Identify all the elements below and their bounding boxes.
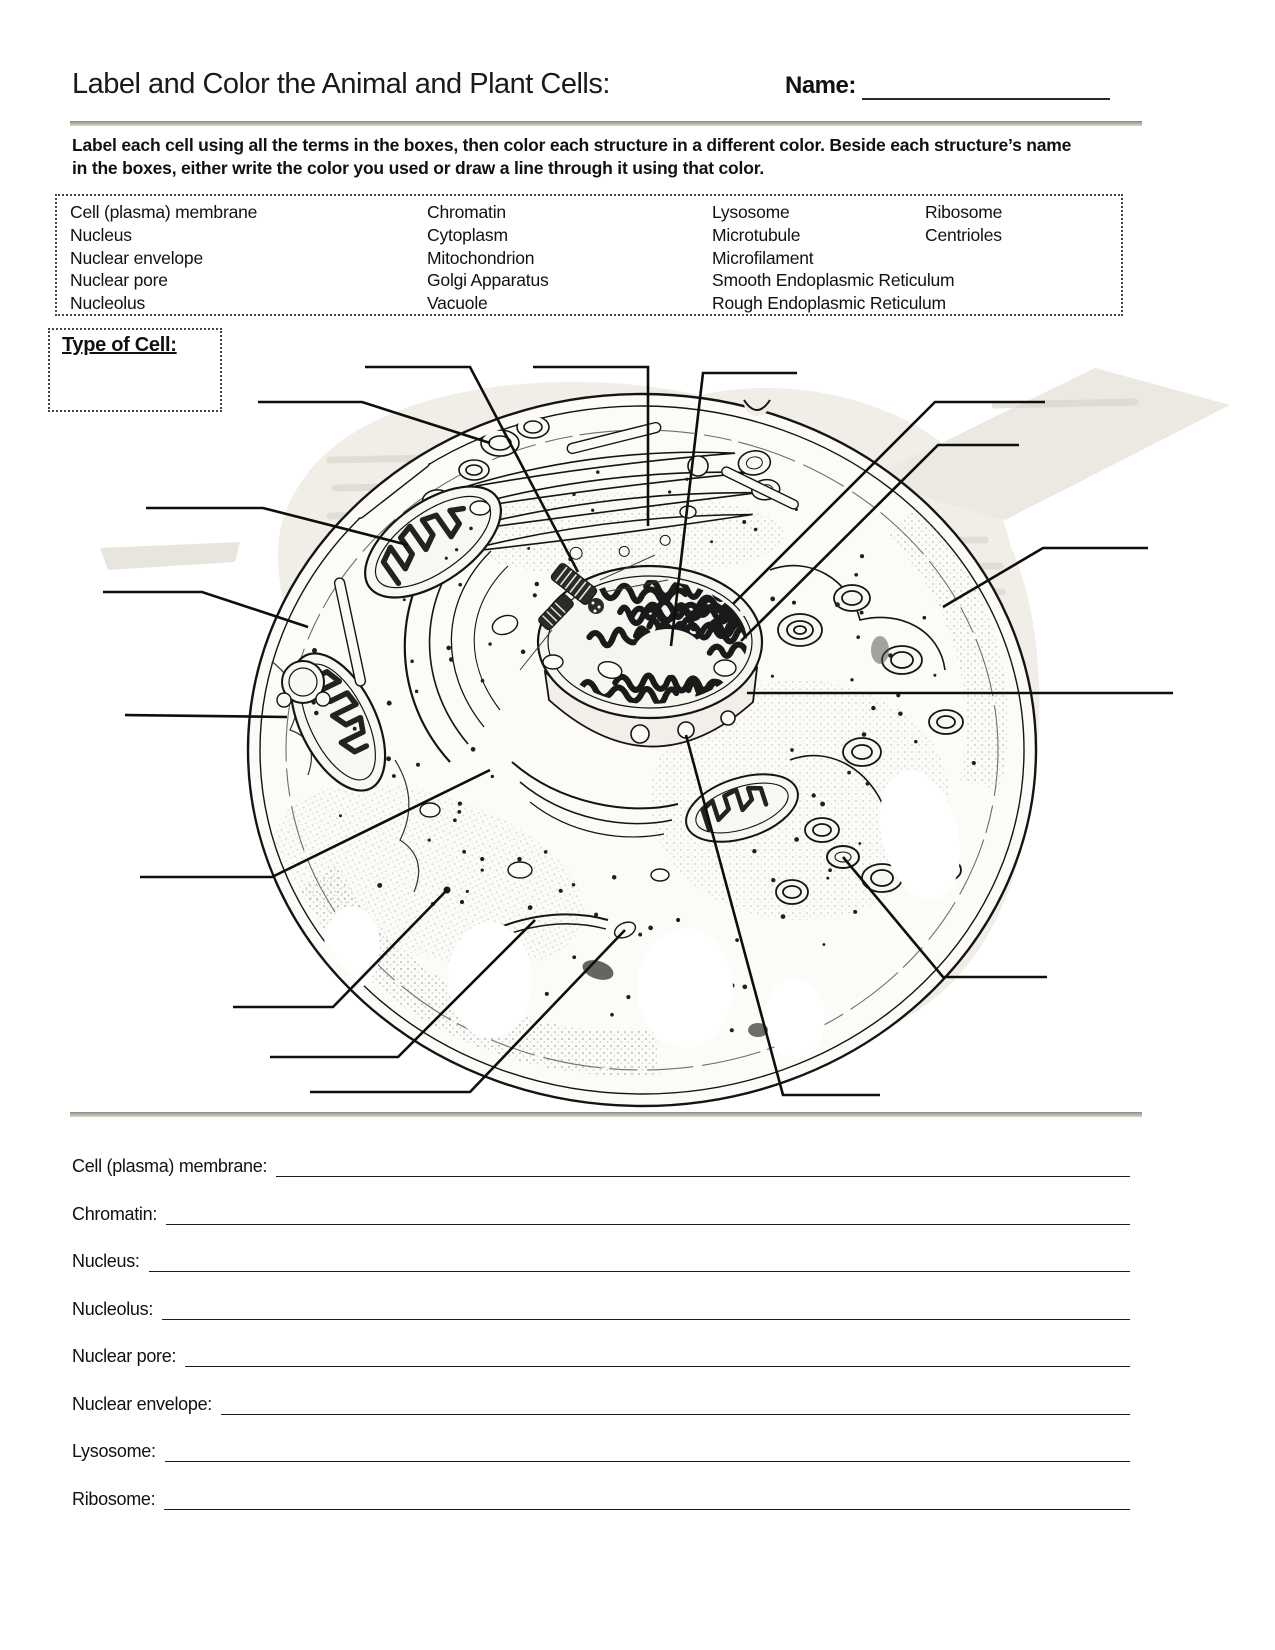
name-blank-line <box>862 72 1110 100</box>
definition-blank-line <box>221 1392 1130 1415</box>
word-bank-term: Nuclear pore <box>70 270 168 291</box>
footer-divider <box>70 1112 1142 1117</box>
cell-diagram <box>0 330 1275 1112</box>
definition-blank-line <box>149 1249 1130 1272</box>
definition-blank-line <box>276 1154 1130 1177</box>
definition-blank-line <box>164 1487 1130 1510</box>
word-bank-column <box>427 201 549 315</box>
definition-row <box>72 1196 1130 1225</box>
definition-label: Nuclear pore: <box>72 1346 177 1366</box>
definition-row <box>72 1243 1130 1272</box>
word-bank-column <box>925 201 1002 247</box>
definition-row <box>72 1433 1130 1462</box>
animal-cell-illustration <box>0 330 1275 1112</box>
definition-label: Cell (plasma) membrane: <box>72 1156 268 1176</box>
definition-label: Ribosome: <box>72 1488 156 1509</box>
definition-label: Chromatin: <box>72 1203 158 1224</box>
definition-label: Nucleolus: <box>72 1298 154 1319</box>
word-bank-box <box>55 194 1123 316</box>
definition-row <box>72 1338 1130 1367</box>
word-bank-term: Centrioles <box>925 224 1002 245</box>
definition-blank-line <box>162 1297 1130 1320</box>
word-bank-term: Smooth Endoplasmic Reticulum <box>712 270 955 291</box>
definition-row <box>72 1291 1130 1320</box>
word-bank-term: Mitochondrion <box>427 247 535 268</box>
word-bank-term: Ribosome <box>925 202 1003 222</box>
header-divider <box>70 121 1142 126</box>
word-bank-column <box>712 201 954 315</box>
word-bank-term: Cytoplasm <box>427 224 508 245</box>
word-bank-term: Rough Endoplasmic Reticulum <box>712 293 946 314</box>
instructions-text: Label each cell using all the terms in the boxes, then color each structure in a different color. Beside each structure’s name in the boxes, either write the color you used or draw a line through it using that color. <box>72 135 1072 178</box>
word-bank-term: Chromatin <box>427 202 506 222</box>
nucleolus <box>634 629 702 675</box>
word-bank-term: Nucleus <box>70 224 132 245</box>
definitions-section <box>72 1148 1130 1528</box>
definition-label: Lysosome: <box>72 1441 156 1461</box>
word-bank-term: Golgi Apparatus <box>427 270 549 291</box>
word-bank-column <box>70 201 257 315</box>
name-field <box>785 72 1110 100</box>
word-bank-term: Nuclear envelope <box>70 247 203 268</box>
definition-row <box>72 1481 1130 1510</box>
word-bank-term: Cell (plasma) membrane <box>70 202 258 222</box>
word-bank-term: Microfilament <box>712 247 814 268</box>
word-bank-term: Microtubule <box>712 224 801 245</box>
word-bank-term: Nucleolus <box>70 293 146 314</box>
definition-label: Nucleus: <box>72 1251 140 1271</box>
type-of-cell-label: Type of Cell: <box>62 334 177 356</box>
definition-blank-line <box>165 1439 1130 1462</box>
word-bank-term: Vacuole <box>427 293 488 314</box>
definition-row <box>72 1148 1130 1177</box>
page-title: Label and Color the Animal and Plant Cells: <box>72 68 610 100</box>
definition-blank-line <box>185 1344 1130 1367</box>
definition-blank-line <box>166 1202 1130 1225</box>
name-label: Name: <box>785 72 856 99</box>
definition-row <box>72 1386 1130 1415</box>
word-bank-term: Lysosome <box>712 202 790 222</box>
definition-label: Nuclear envelope: <box>72 1393 212 1414</box>
